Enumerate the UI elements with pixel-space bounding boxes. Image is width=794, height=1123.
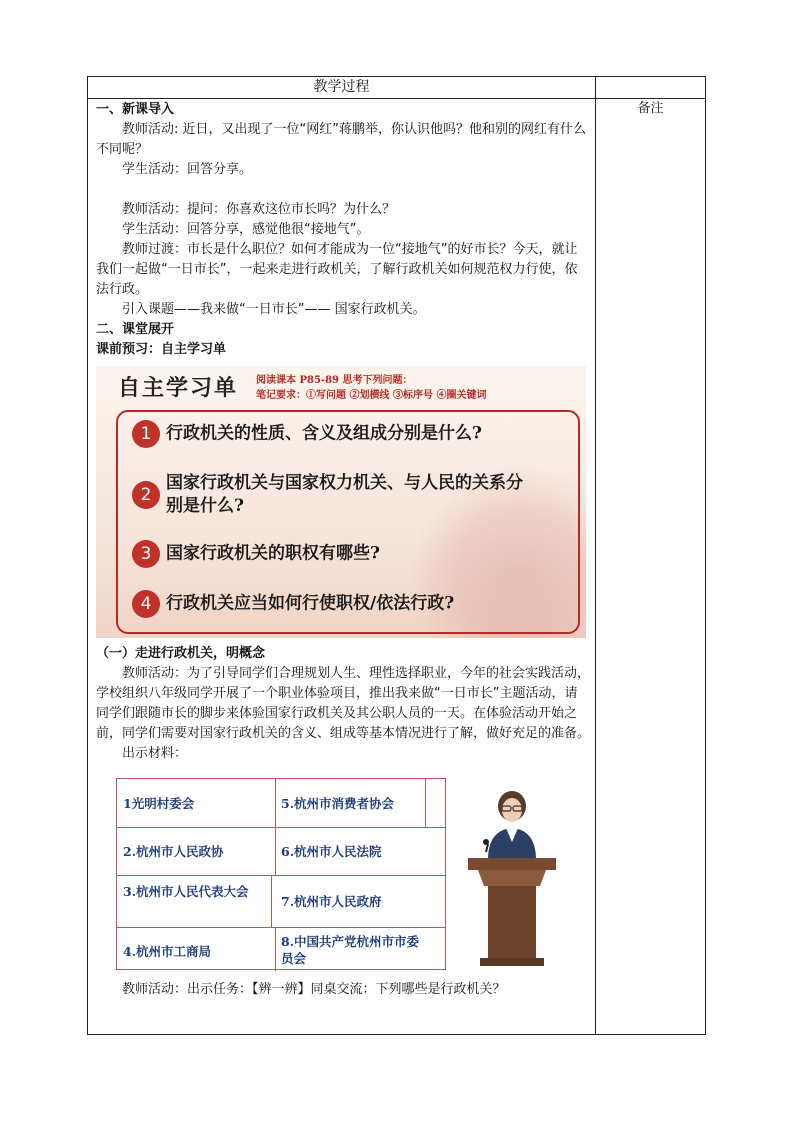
section2-heading: 二、课堂展开 — [96, 322, 175, 337]
question-item — [132, 472, 526, 518]
header-title: 教学过程 — [313, 79, 370, 95]
materials-image — [96, 770, 586, 980]
question-text: 行政机关的性质、含义及组成分别是什么? — [166, 423, 482, 444]
preview-label: 课前预习：自主学习单 — [96, 342, 227, 357]
number-badge: 1 — [132, 420, 160, 448]
question-text: 国家行政机关与国家权力机关、与人民的关系分别是什么? — [166, 473, 523, 516]
number-badge: 4 — [132, 590, 160, 618]
paragraph-teacher-intro: 教师活动: 近日，又出现了一位“网红”蒋鹏举，你认识他吗？他和别的网红有什么不同呢？ — [96, 122, 586, 157]
paragraph-teacher-transition: 教师过渡：市长是什么职位？如何才能成为一位“接地气”的好市长？今天，就让我们一起做“一日市长”，一起来走进行政机关，了解行政机关如何规范权力行使，依法行政。 — [96, 242, 578, 297]
question-text: 国家行政机关的职权有哪些? — [166, 543, 380, 564]
org-item: 7.杭州市人民政府 — [281, 894, 382, 909]
org-item: 2.杭州市人民政协 — [123, 844, 224, 859]
number-badge: 3 — [132, 540, 160, 568]
org-item: 3.杭州市人民代表大会 — [123, 884, 249, 899]
question-text: 行政机关应当如何行使职权/依法行政? — [166, 593, 455, 614]
note-column-label: 备注 — [637, 101, 664, 116]
paragraph-student-answer-2: 学生活动：回答分享，感觉他很“接地气”。 — [122, 222, 370, 237]
org-item: 1光明村委会 — [123, 796, 195, 811]
org-item: 8.中国共产党杭州市市委员会 — [281, 934, 420, 966]
org-item: 5.杭州市消费者协会 — [281, 796, 395, 811]
paragraph-task: 教师活动：出示任务：【辨一辨】同桌交流：下列哪些是行政机关？ — [122, 982, 506, 997]
question-item — [132, 590, 454, 618]
org-item: 4.杭州市工商局 — [123, 944, 212, 959]
process-content — [96, 100, 590, 1000]
paragraph-materials-label: 出示材料： — [122, 746, 188, 761]
org-item: 6.杭州市人民法院 — [281, 844, 382, 859]
paragraph-activity-intro: 教师活动：为了引导同学们合理规划人生、理性选择职业，今年的社会实践活动，学校组织八年级同学开展了一个职业体验项目，推出我来做“一日市长”主题活动，请同学们跟随市长的脚步来体验国家行政机关及其公职人员的一天。在体验活动开始之前，同学们需要对国家行政机关的含义、组成等基本情况进行了解，做好充足的准备。 — [96, 666, 591, 741]
part1-heading: （一）走进行政机关，明概念 — [96, 646, 266, 661]
study-card-image — [96, 366, 586, 638]
study-card-reading: 阅读课本 P85-89 思考下列问题： — [256, 375, 413, 386]
speaker-at-podium-illustration — [458, 790, 566, 970]
question-item — [132, 540, 380, 568]
column-divider — [595, 77, 596, 1034]
section1-heading: 一、新课导入 — [96, 102, 175, 117]
lesson-table — [87, 76, 706, 1035]
paragraph-student-answer: 学生活动：回答分享。 — [122, 162, 253, 177]
paragraph-topic-intro: 引入课题——我来做“一日市长”—— 国家行政机关。 — [122, 302, 426, 317]
question-box — [116, 410, 580, 634]
paragraph-teacher-question: 教师活动：提问：你喜欢这位市长吗？为什么？ — [122, 202, 396, 217]
organizations-grid — [116, 778, 446, 970]
study-card-notes: 笔记要求：①写问题 ②划横线 ③标序号 ④圈关键词 — [256, 390, 487, 401]
number-badge: 2 — [132, 481, 160, 509]
study-card-title: 自主学习单 — [118, 375, 239, 401]
question-item — [132, 420, 482, 448]
